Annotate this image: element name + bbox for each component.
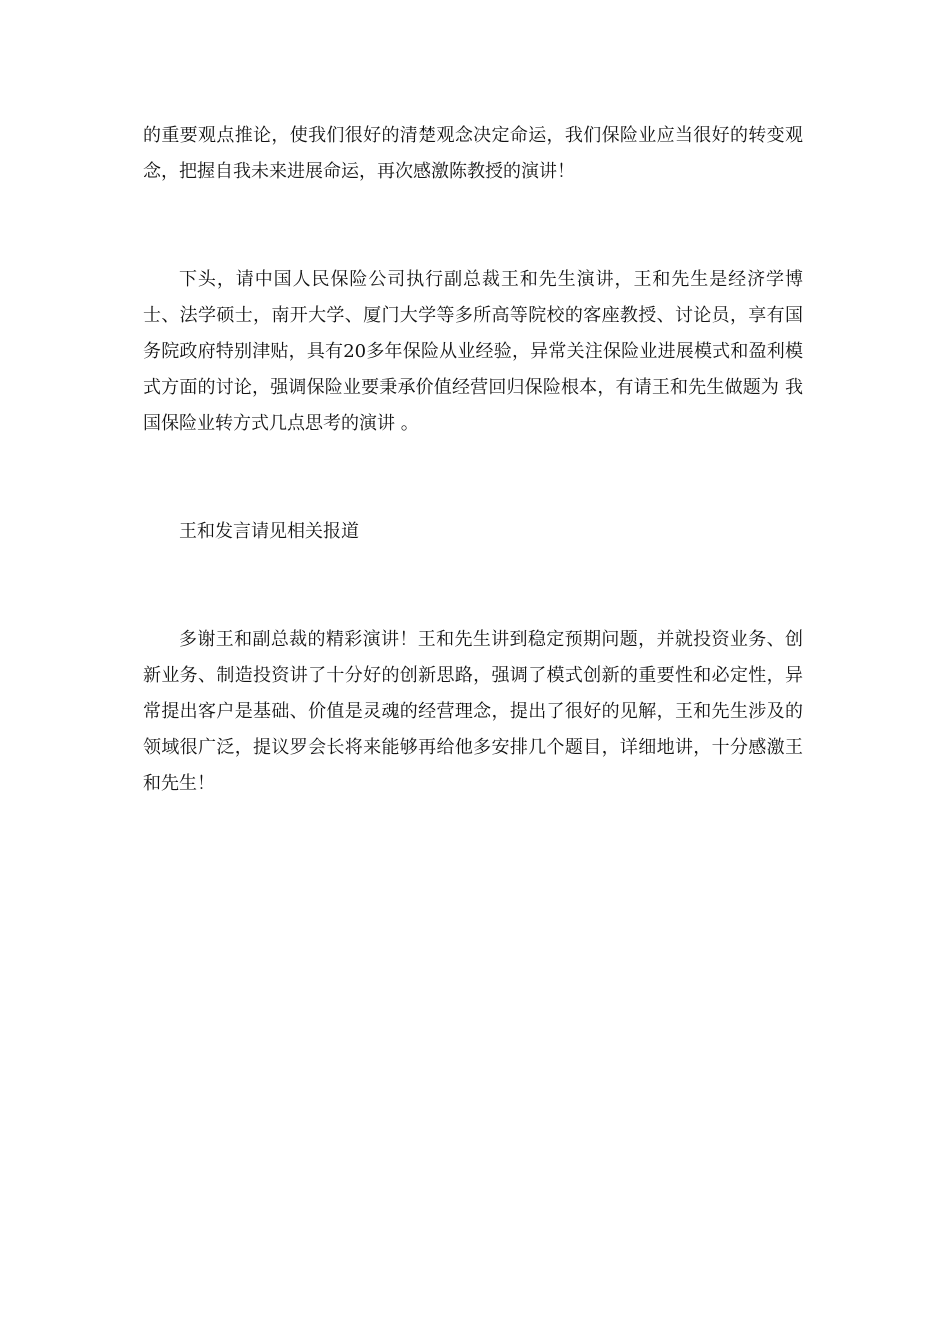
paragraph-introduction: 下头，请中国人民保险公司执行副总裁王和先生演讲，王和先生是经济学博士、法学硕士，南开大学、厦门大学等多所高等院校的客座教授、讨论员，享有国务院政府特别津贴，具有20多年保险从业经验，异常关注保险业进展模式和盈利模式方面的讨论，强调保险业要秉承价值经营回归保险根本，有请王和先生做题为 我国保险业转方式几点思考的演讲 。 (143, 269, 803, 434)
document-body (143, 118, 803, 802)
paragraph-continuation: 的重要观点推论，使我们很好的清楚观念决定命运，我们保险业应当很好的转变观念，把握自我未来进展命运，再次感激陈教授的演讲！ (143, 125, 803, 182)
paragraph-thanks: 多谢王和副总裁的精彩演讲！王和先生讲到稳定预期问题，并就投资业务、创新业务、制造投资讲了十分好的创新思路，强调了模式创新的重要性和必定性，异常提出客户是基础、价值是灵魂的经营理念，提出了很好的见解，王和先生涉及的领域很广泛，提议罗会长将来能够再给他多安排几个题目，详细地讲，十分感激王和先生！ (143, 629, 803, 794)
paragraph-speech-note: 王和发言请见相关报道 (179, 521, 359, 542)
